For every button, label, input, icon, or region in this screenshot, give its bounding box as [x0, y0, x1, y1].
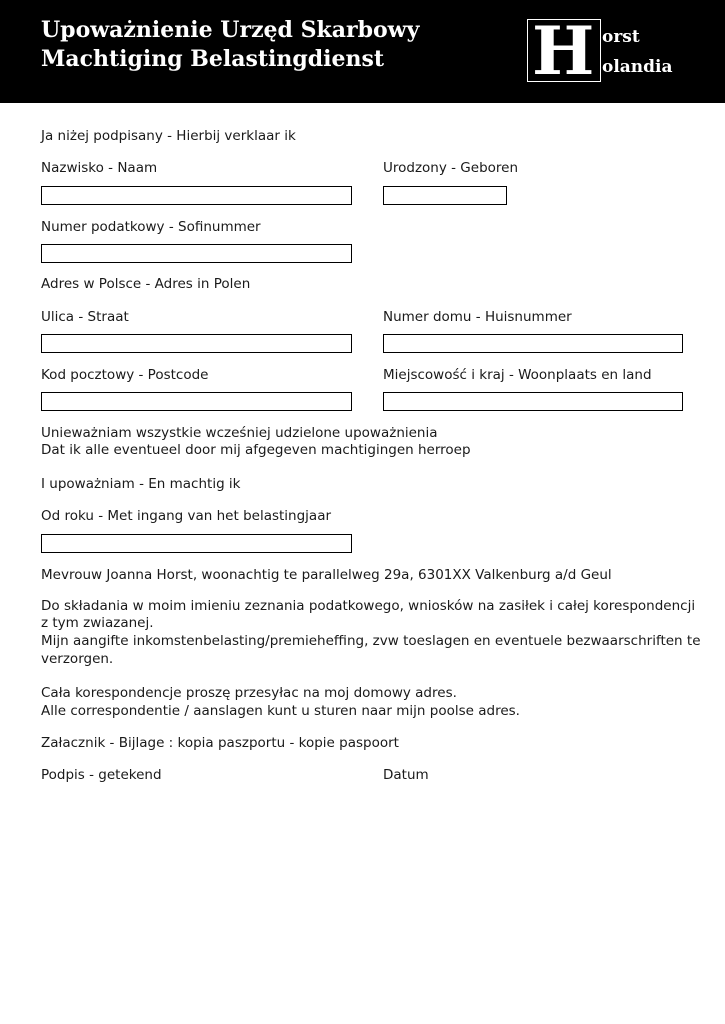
born-input[interactable] — [383, 186, 507, 205]
filing-text-nl-2: verzorgen. — [41, 651, 114, 667]
logo-letter: H — [532, 12, 595, 90]
authorize-text: I upoważniam - En machtig ik — [41, 476, 241, 492]
revoke-text-pl: Unieważniam wszystkie wcześniej udzielone upoważnienia — [41, 425, 438, 441]
signature-label: Podpis - getekend — [41, 767, 162, 783]
tax-number-input[interactable] — [41, 244, 352, 263]
street-input[interactable] — [41, 334, 352, 353]
header-banner — [0, 0, 725, 103]
city-input[interactable] — [383, 392, 683, 411]
tax-number-label: Numer podatkowy - Sofinummer — [41, 219, 261, 235]
filing-text-nl-1: Mijn aangifte inkomstenbelasting/premieheffing, zvw toeslagen en eventuele bezwaarschriften te — [41, 633, 701, 649]
mail-text-pl: Cała korespondencje proszę przesyłac na moj domowy adres. — [41, 685, 457, 701]
house-number-label: Numer domu - Huisnummer — [383, 309, 572, 325]
postcode-input[interactable] — [41, 392, 352, 411]
from-year-label: Od roku - Met ingang van het belastingjaar — [41, 508, 332, 524]
intro-text: Ja niżej podpisany - Hierbij verklaar ik — [41, 128, 296, 144]
logo-word-1: orst — [602, 27, 640, 47]
date-label: Datum — [383, 767, 429, 783]
logo-frame — [527, 12, 601, 90]
from-year-input[interactable] — [41, 534, 352, 553]
title-line-2: Machtiging Belastingdienst — [41, 46, 385, 72]
address-heading: Adres w Polsce - Adres in Polen — [41, 276, 251, 292]
title-line-1: Upoważnienie Urzęd Skarbowy — [41, 17, 420, 43]
agent-text: Mevrouw Joanna Horst, woonachtig te parallelweg 29a, 6301XX Valkenburg a/d Geul — [41, 567, 612, 583]
mail-text-nl: Alle correspondentie / aanslagen kunt u sturen naar mijn poolse adres. — [41, 703, 520, 719]
page-title — [41, 16, 419, 74]
filing-text-pl-2: z tym zwiazanej. — [41, 615, 154, 631]
logo-word-2: olandia — [602, 57, 673, 77]
postcode-label: Kod pocztowy - Postcode — [41, 367, 209, 383]
born-label: Urodzony - Geboren — [383, 160, 519, 176]
filing-text-pl-1: Do składania w moim imieniu zeznania podatkowego, wniosków na zasiłek i całej korespondencji — [41, 598, 696, 614]
attachment-text: Załacznik - Bijlage : kopia paszportu - kopie paspoort — [41, 735, 399, 751]
city-label: Miejscowość i kraj - Woonplaats en land — [383, 367, 652, 383]
horst-holandia-logo — [527, 12, 687, 90]
house-number-input[interactable] — [383, 334, 683, 353]
revoke-text-nl: Dat ik alle eventueel door mij afgegeven machtigingen herroep — [41, 442, 471, 458]
name-label: Nazwisko - Naam — [41, 160, 158, 176]
street-label: Ulica - Straat — [41, 309, 129, 325]
name-input[interactable] — [41, 186, 352, 205]
